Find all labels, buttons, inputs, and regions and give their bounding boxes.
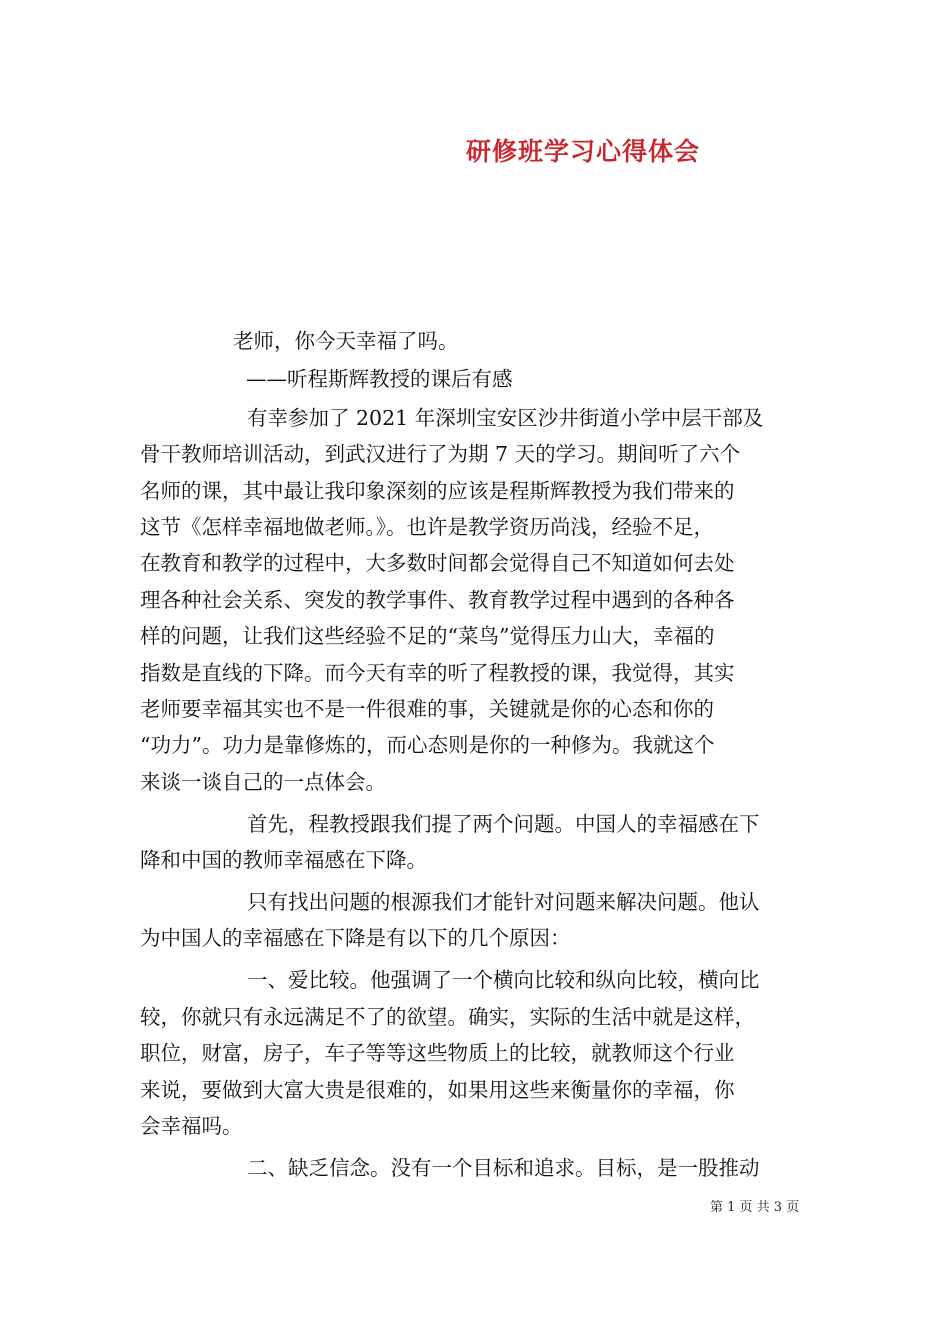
body-line: 职位，财富，房子，车子等等这些物质上的比较，就教师这个行业 xyxy=(140,1041,735,1065)
body-line: 骨干教师培训活动，到武汉进行了为期 7 天的学习。期间听了六个 xyxy=(140,442,741,466)
body-line: 有幸参加了 2021 年深圳宝安区沙井街道小学中层干部及 xyxy=(247,406,764,430)
body-line: 来谈一谈自己的一点体会。 xyxy=(140,770,386,794)
body-line: 来说，要做到大富大贵是很难的，如果用这些来衡量你的幸福，你 xyxy=(140,1078,735,1102)
body-line: 老师要幸福其实也不是一件很难的事，关键就是你的心态和你的 xyxy=(140,697,714,721)
subtitle-line: ——听程斯辉教授的课后有感 xyxy=(246,367,513,391)
body-line: 首先，程教授跟我们提了两个问题。中国人的幸福感在下 xyxy=(247,812,760,836)
body-line: 会幸福吗。 xyxy=(140,1114,243,1138)
body-line: 名师的课，其中最让我印象深刻的应该是程斯辉教授为我们带来的 xyxy=(140,479,735,503)
body-line: 二、缺乏信念。没有一个目标和追求。目标，是一股推动 xyxy=(247,1156,760,1180)
body-line: 这节《怎样幸福地做老师。》。也许是教学资历尚浅，经验不足， xyxy=(140,515,714,539)
body-line: 较，你就只有永远满足不了的欲望。确实，实际的生活中就是这样， xyxy=(140,1005,755,1029)
body-line: 在教育和教学的过程中，大多数时间都会觉得自己不知道如何去处 xyxy=(140,551,735,575)
body-line: 样的问题，让我们这些经验不足的“菜鸟”觉得压力山大，幸福的 xyxy=(140,624,715,648)
body-line: 理各种社会关系、突发的教学事件、教育教学过程中遇到的各种各 xyxy=(140,588,735,612)
body-line: 为中国人的幸福感在下降是有以下的几个原因： xyxy=(140,926,571,950)
body-line: “功力”。功力是靠修炼的，而心态则是你的一种修为。我就这个 xyxy=(140,733,715,757)
body-line: 降和中国的教师幸福感在下降。 xyxy=(140,848,427,872)
document-title: 研修班学习心得体会 xyxy=(465,137,700,166)
body-line: 只有找出问题的根源我们才能针对问题来解决问题。他认 xyxy=(247,890,760,914)
body-line: 指数是直线的下降。而今天有幸的听了程教授的课，我觉得，其实 xyxy=(140,661,735,685)
body-line: 一、爱比较。他强调了一个横向比较和纵向比较，横向比 xyxy=(247,968,760,992)
page-number: 第 1 页 共 3 页 xyxy=(710,1200,800,1215)
subtitle-line: 老师，你今天幸福了吗。 xyxy=(233,329,459,353)
